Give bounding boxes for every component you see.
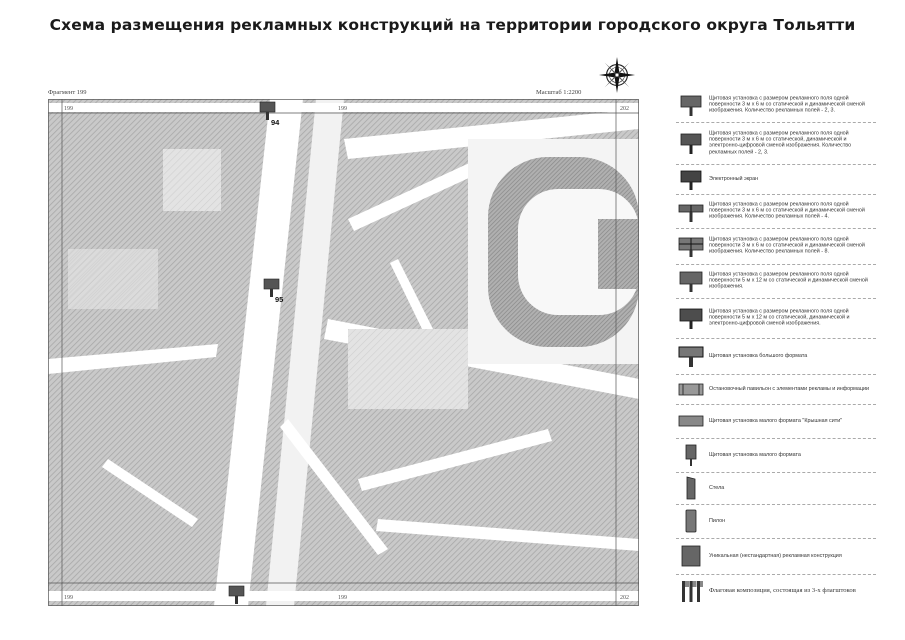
legend-item (676, 88, 876, 123)
legend-text: Стела (709, 484, 725, 491)
legend-item (676, 404, 876, 439)
legend-item (676, 374, 876, 405)
compass-rose-icon (598, 56, 636, 94)
unique-structure-icon (678, 543, 704, 569)
billboard-5x12-icon (678, 268, 704, 294)
legend (676, 88, 876, 608)
legend-text: Щитовая установка с размером рекламного поля одной поверхности 5 м х 12 м со статической и динамической сменой изображения. (709, 271, 868, 291)
legend-text: Щитовая установка большого формата (709, 352, 808, 359)
flag-composition-icon (678, 578, 704, 604)
marker-label-95: 95 (275, 295, 284, 304)
grid-label: 199 (338, 106, 347, 112)
legend-item (676, 298, 876, 339)
legend-item (676, 264, 876, 299)
legend-text: Щитовая установка малого формата "Крышная сити" (709, 417, 843, 424)
stela-icon (678, 475, 704, 501)
legend-item (676, 338, 876, 375)
map-area[interactable] (48, 99, 639, 606)
legend-item (676, 574, 876, 608)
scale-label: Масштаб 1:2200 (536, 89, 582, 96)
legend-text: Щитовая установка малого формата (709, 451, 801, 458)
legend-item (676, 164, 876, 195)
legend-item (676, 194, 876, 229)
legend-text: Щитовая установка с размером рекламного поля одной поверхности 3 м х 6 м со статической, динамической и электронно-цифровой сменой изображения. Количество рекламных полей - 2, 3. (709, 130, 852, 156)
legend-item (676, 438, 876, 473)
legend-text: Щитовая установка с размером рекламного поля одной поверхности 3 м х 6 м со статической и динамической сменой изображения. Количество рекламных полей - 4. (709, 201, 865, 221)
legend-text: Электронный экран (709, 175, 759, 182)
billboard-4-fields-icon (678, 198, 704, 224)
legend-text: Щитовая установка с размером рекламного поля одной поверхности 5 м х 12 м со статической, динамической и электронно-цифровой сменой изображения. (709, 308, 850, 328)
grid-label: 199 (338, 595, 347, 601)
legend-text: Остановочный павильон с элементами рекламы и информации (709, 385, 869, 392)
fragment-label: Фрагмент 199 (48, 89, 87, 96)
legend-item (676, 228, 876, 265)
legend-text: Щитовая установка с размером рекламного поля одной поверхности 3 м х 6 м со статической и динамической сменой изображения. Количество рекламных полей - 2, 3. (709, 95, 865, 115)
legend-text: Пилон (709, 517, 726, 524)
legend-item (676, 472, 876, 505)
legend-item (676, 122, 876, 165)
electronic-screen-icon (678, 166, 704, 192)
legend-text: Щитовая установка с размером рекламного поля одной поверхности 3 м х 6 м со статической и динамической сменой изображения. Количество рекламных полей - 8. (709, 236, 865, 256)
billboard-3x6-icon (678, 92, 704, 118)
marker-label-94: 94 (271, 118, 280, 127)
pavilion-icon (678, 376, 704, 402)
grid-label: 202 (620, 595, 629, 601)
large-format-icon (678, 343, 704, 369)
grid-label: 199 (64, 595, 73, 601)
grid-label: 199 (64, 106, 73, 112)
billboard-3x6-digital-icon (678, 130, 704, 156)
billboard-5x12-digital-icon (678, 305, 704, 331)
city-format-icon (678, 408, 704, 434)
billboard-8-fields-icon (678, 233, 704, 259)
legend-text: Уникальная (нестандартная) рекламная конструкция (709, 552, 842, 559)
stadium (468, 139, 639, 364)
page-title: Схема размещения рекламных конструкций на территории городского округа Тольятти (49, 16, 856, 34)
legend-item (676, 504, 876, 539)
legend-text: Флаговая композиция, состоящая из 3-х флагштоков (709, 587, 856, 594)
legend-item (676, 538, 876, 575)
grid-label: 202 (620, 106, 629, 112)
small-format-icon (678, 442, 704, 468)
pylon-icon (678, 508, 704, 534)
